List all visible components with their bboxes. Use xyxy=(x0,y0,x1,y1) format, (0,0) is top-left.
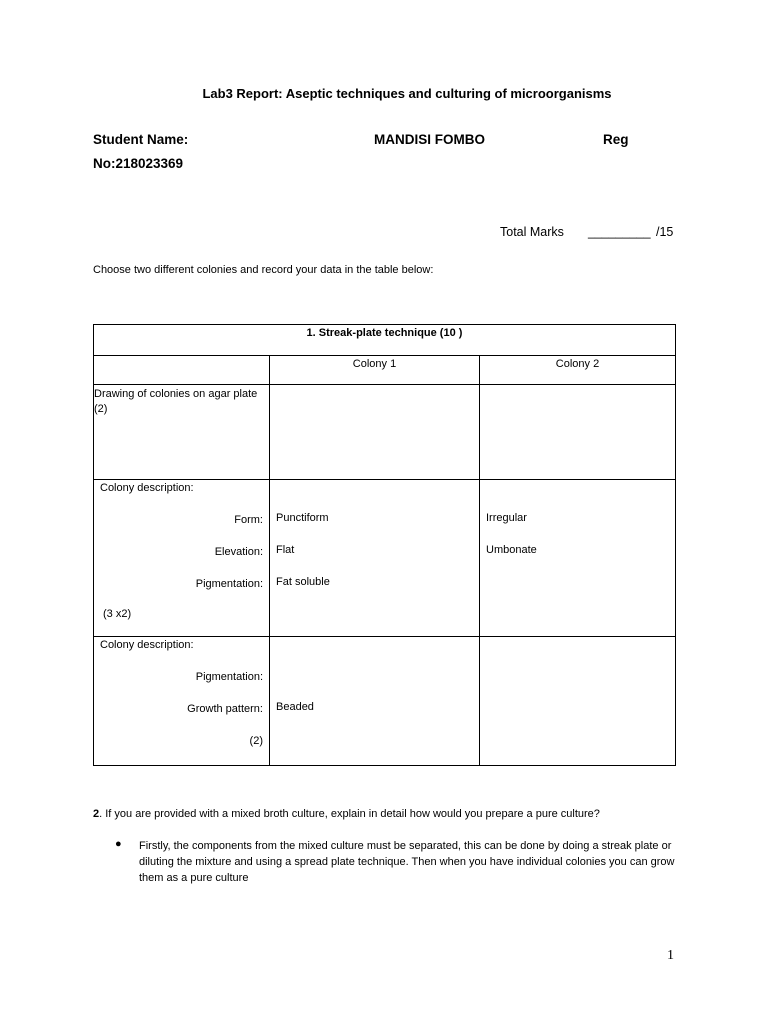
description-1-title: Colony description: xyxy=(100,482,194,494)
column-header-colony-2: Colony 2 xyxy=(480,356,676,385)
bullet-icon: ● xyxy=(115,838,122,850)
description-1-colony-1 xyxy=(270,480,480,637)
total-marks-total: /15 xyxy=(656,225,674,239)
question-2-number: 2 xyxy=(93,808,100,820)
report-title: Lab3 Report: Aseptic techniques and culturing of microorganisms xyxy=(202,86,612,101)
description-1-marks: (3 x2) xyxy=(103,608,132,620)
description-2-marks: (2) xyxy=(249,735,263,747)
table-header-row xyxy=(94,356,676,385)
description-1-colony-2 xyxy=(480,480,676,637)
table-header-empty xyxy=(94,356,270,385)
drawing-colony-2 xyxy=(480,385,676,480)
elevation-label: Elevation: xyxy=(214,546,263,558)
total-marks-blank: _________ xyxy=(588,225,651,239)
growth-pattern-label: Growth pattern: xyxy=(187,703,263,715)
description-2-title: Colony description: xyxy=(100,639,194,651)
reg-label: Reg xyxy=(603,132,629,147)
student-name-value: MANDISI FOMBO xyxy=(374,132,485,147)
table-row-description-2 xyxy=(94,637,676,766)
colony-1-growth-pattern: Beaded xyxy=(276,701,314,713)
description-2-colony-2 xyxy=(480,637,676,766)
pigmentation-label: Pigmentation: xyxy=(195,578,263,590)
form-label: Form: xyxy=(234,514,263,526)
table-row-drawing xyxy=(94,385,676,480)
description-2-colony-1 xyxy=(270,637,480,766)
drawing-label: Drawing of colonies on agar plate (2) xyxy=(94,385,270,480)
description-1-labels xyxy=(94,480,270,637)
colony-1-pigmentation: Fat soluble xyxy=(276,576,330,588)
total-marks-label: Total Marks xyxy=(500,225,564,239)
table-heading-row xyxy=(94,325,676,356)
data-table xyxy=(93,324,676,766)
question-2-text: . If you are provided with a mixed broth culture, explain in detail how would you prepare a pure culture? xyxy=(99,808,600,820)
description-2-labels xyxy=(94,637,270,766)
page-number: 1 xyxy=(667,948,674,963)
reg-number: No:218023369 xyxy=(93,156,184,171)
student-name-label: Student Name: xyxy=(93,132,189,147)
colony-2-elevation: Umbonate xyxy=(486,544,537,556)
colony-2-form: Irregular xyxy=(486,512,527,524)
pigmentation-label-2: Pigmentation: xyxy=(195,671,263,683)
instruction-text: Choose two different colonies and record your data in the table below: xyxy=(93,264,434,276)
table-row-description-1 xyxy=(94,480,676,637)
column-header-colony-1: Colony 1 xyxy=(270,356,480,385)
colony-1-elevation: Flat xyxy=(276,544,295,556)
question-2 xyxy=(93,808,600,820)
question-2-answer: Firstly, the components from the mixed culture must be separated, this can be done by doing a streak plate or diluting the mixture and using a spread plate technique. Then when you have individual colonies you can grow them as a pure culture xyxy=(139,840,675,884)
drawing-colony-1 xyxy=(270,385,480,480)
colony-1-form: Punctiform xyxy=(276,512,329,524)
table-heading: 1. Streak-plate technique (10 ) xyxy=(94,325,676,356)
